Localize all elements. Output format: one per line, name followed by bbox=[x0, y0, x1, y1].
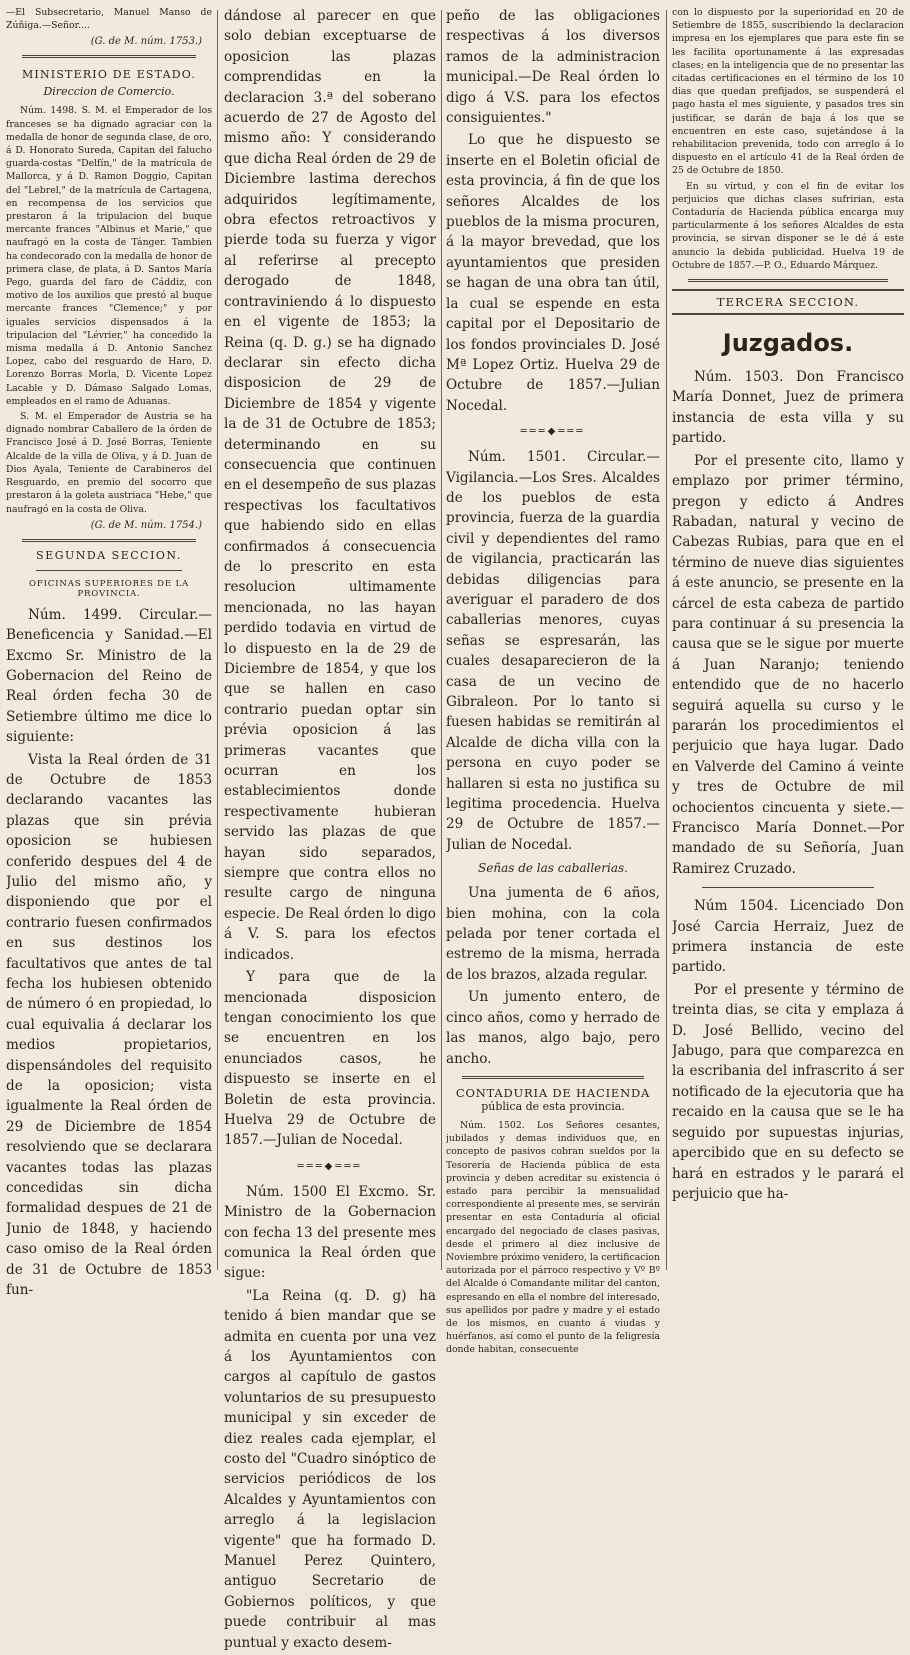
notice-1500-cont: peño de las obligaciones respectivas á los diversos ramos de la administracion municipal.—De Real órden lo digo á V.S. para los efectos consiguientes." bbox=[446, 8, 660, 127]
notice-1499-body: Vista la Real órden de 31 de Octubre de 1853 declarando vacantes las plazas que sin prévia oposicion se hubiesen conferido despues del 4 de Julio del mismo año, y disponiendo que por el contrario fuesen confirmados en sus destinos los facultativos que antes de tal fecha los hubiesen obtenido de número ó en propiedad, lo cual equivalia á declarar los medios propietarios, dispensándoles del requisito de la oposicion; vista igualmente la Real órden de 29 de Diciembre de 1854 resolviendo que se declarara vacantes todas las plazas concedidas sin dicha formalidad despues de 21 de Junio de 1848, y haciendo caso omiso de la Real órden de 31 de Octubre de 1853 fun- bbox=[6, 751, 212, 1299]
column-2 bbox=[224, 6, 436, 1655]
direccion-heading: Direccion de Comercio. bbox=[43, 85, 175, 99]
juzgados-heading: Juzgados. bbox=[722, 329, 854, 358]
ornament-divider: ═══◆═══ bbox=[520, 426, 586, 438]
column-rule bbox=[441, 10, 442, 1270]
ministry-heading: MINISTERIO DE ESTADO. bbox=[21, 68, 197, 82]
notice-1502-closing: En su virtud, y con el fin de evitar los perjuicios que dichas clases sufririan, esta Contaduría de Hacienda pública encarga muy particularmente á los señores Alcaldes de esta provincia, se sirvan disponer se le dé á este anuncio la debida publicidad. Huelva 19 de Octubre de 1857.—P. O., Eduardo Márquez. bbox=[672, 180, 904, 271]
section-heading-3: TERCERA SECCION. bbox=[672, 289, 904, 315]
gazette-ref: (G. de M. núm. 1753.) bbox=[90, 36, 202, 48]
notice-1500-body: "La Reina (q. D. g) ha tenido á bien mandar que se admita en cuenta por una vez á los Ayuntamientos con cargos al capítulo de gastos voluntarios de su presupuesto municipal y sin exceder de diez reales cada ejemplar, el costo del "Cuadro sinóptico de servicios periódicos de los Alcaldes y Ayuntamientos con arreglo á la legislacion vigente" que ha formado D. Manuel Perez Quintero, antiguo Secretario de Gobiernos políticos, y que puede contribuir al mas puntual y exacto desem- bbox=[224, 1287, 436, 1651]
sign-item-2: Un jumento entero, de cinco años, como y herrado de las manos, algo bajo, pero ancho. bbox=[446, 989, 660, 1067]
column-4 bbox=[672, 6, 904, 1206]
contaduria-heading: CONTADURIA DE HACIENDA bbox=[455, 1085, 651, 1100]
sign-item-1: Una jumenta de 6 años, bien mohina, con la cola pelada por tener cortada el estremo de la misma, herrada de los brazos, alzada regular. bbox=[446, 885, 660, 983]
column-1 bbox=[6, 6, 212, 1303]
notice-1500: Núm. 1500 El Excmo. Sr. Ministro de la Gobernacion con fecha 13 del presente mes comunica la Real órden que sigue: bbox=[224, 1183, 436, 1282]
notice-1504-body: Por el presente y término de treinta dias, se cita y emplaza á D. José Bellido, vecino del Jabugo, para que comparezca en la escribania del infrascrito á ser notificado de la ejecutoria que ha recaido en la causa que se le ha seguido por supuestas injurias, apercibido que en su defecto se hará en estrados y le parará el perjuicio que ha- bbox=[672, 981, 904, 1202]
section-heading-2: SEGUNDA SECCION. bbox=[36, 548, 182, 562]
divider bbox=[36, 570, 182, 571]
notice-1498: Núm. 1498. S. M. el Emperador de los franceses se ha dignado agraciar con la medalla de honor de segunda clase, de oro, á D. Honorato Sureda, Capitan del falucho guarda-costas "Delfín," de la matrícula de Mallorca, y á D. Ramon Doggio, Capitan del "Lebrel," de la matrícula de Cartagena, en recompensa de los servicios que prestaron á la tripulacion del buque mercante frances "Albinus et Marie," que naufragó en la costa de Tánger. Tambien ha condecorado con la medalla de honor de primera clase, de plata, á D. Santos María Pego, guarda del faro de Cáddiz, con motivo de los auxilios que prestó al buque mercante frances "Clemence;" y por iguales servicios dispensados á la tripulacion del "Lévrier," ha concedido la misma medalla á D. Antonio Sanchez Lopez, cabo del resguardo de Haro, D. Lorenzo Borras Morla, D. Vicente Lopez Lacable y D. Dámaso Salgado Lomas, empleados en el ramo de Aduanas. bbox=[6, 105, 212, 407]
officinas-heading: OFICINAS SUPERIORES DE LA PROVINCIA. bbox=[29, 578, 189, 599]
notice-1502: Núm. 1502. Los Señores cesantes, jubilados y demas individuos que, en concepto de pasivos cobran sueldos por la Tesorería de Hacienda pública de esta provincia y deben acreditar su existencia ó estado para percibir la mensualidad correspondiente al presente mes, se servirán presentar en esta Contaduría al oficial encargado del negociado de clases pasivas, desde el primero al diez inclusive de Noviembre próximo venidero, la certificacion autorizada por el párroco respectivo y Vº Bº del Alcalde ó Comandante militar del canton, espresando en ella el nombre del interesado, sus apellidos por padre y madre y el estado de los mismos, en cuanto á viudas y huérfanos, así como el punto de la feligresía donde habitan, consecuente bbox=[446, 1119, 660, 1356]
notice-1500-closing: Lo que he dispuesto se inserte en el Boletin oficial de esta provincia, á fin de que los señores Alcaldes de los pueblos de la misma procuren, á la mayor brevedad, que los ayuntamientos que presiden se hagan de una obra tan útil, la cual se espende en esta capital por el Depositario de los fondos provinciales D. José Mª Lopez Ortiz. Huelva 29 de Octubre de 1857.—Julian Nocedal. bbox=[446, 132, 660, 414]
notice-1503-body: Por el presente cito, llamo y emplazo por primer término, pregon y edicto á Andres Rabadan, natural y vecino de Cabezas Rubias, para que en el término de nueve dias siguientes á este anuncio, se presente en la cárcel de esta cabeza de partido para continuar á su presencia la causa que se le sigue por muerte á Juan Naranjo; teniendo entendido que de no hacerlo seguirá aquella su curso y le pararán los procedimientos el perjuicio que haya lugar. Dado en Valverde del Camino á veinte y tres de Octubre de mil ochocientos cincuenta y siete.—Francisco María Donnet.—Por mandado de su Señoría, Juan Ramirez Cruzado. bbox=[672, 452, 904, 877]
divider bbox=[22, 55, 196, 58]
top-text: —El Subsecretario, Manuel Manso de Zúñiga.—Señor.... bbox=[6, 7, 212, 32]
divider bbox=[688, 279, 888, 282]
contaduria-subheading: pública de esta provincia. bbox=[481, 1099, 625, 1113]
divider bbox=[22, 539, 196, 542]
notice-1499-closing: Y para que de la mencionada disposicion tengan conocimiento los que se encuentren en los enunciados casos, he dispuesto se inserte en el Boletin de esta provincia. Huelva 29 de Octubre de 1857.—Julian de Nocedal. bbox=[224, 969, 436, 1149]
notice-1503: Núm. 1503. Don Francisco María Donnet, Juez de primera instancia de esta villa y su partido. bbox=[672, 369, 904, 447]
ornament-divider: ═══◆═══ bbox=[297, 1160, 363, 1172]
notice-1502-cont: con lo dispuesto por la superioridad en 20 de Setiembre de 1855, suscribiendo la declaracion impresa en los ejemplares que para este fin se les facilita oportunamente á las expresadas clases; en la inteligencia que de no presentar las citadas certificaciones en el término de los 10 dias que quedan prefijados, se suspenderá el pago hasta el mes siguiente, y pasados tres sin justificar, se darán de baja á los que se encuentren en este caso, sujetándose á la rehabilitacion prevenida, todo con arreglo á lo dispuesto en el artículo 41 de la Real órden de 25 de Octubre de 1850. bbox=[672, 7, 904, 177]
notice-1499-cont: dándose al parecer en que solo debian exceptuarse de oposicion las plazas comprendidas en la declaracion 3.ª del soberano acuerdo de 27 de Agosto del mismo año: Y considerando que dicha Real órden de 29 de Diciembre lastima derechos adquiridos legítimamente, obra efectos retroactivos y pierde toda su fuerza y vigor al referirse al precepto derogado de 1848, contraviniendo á lo dispuesto en el vigente de 1853; la Reina (q. D. g.) se ha dignado declarar sin efecto dicha disposicion de 29 de Diciembre de 1854 y vigente la de 31 de Octubre de 1853; determinando en su consecuencia que continuen en el desempeño de sus plazas respectivas los facultativos que habiendo sido en ellas confirmados á consecuencia de lo prescrito en esta resolucion ultimamente mencionada, no las hayan perdido todavia en virtud de lo dispuesto en la de 29 de Diciembre de 1854, y que los que se hallen en caso contrario puedan optar sin prévia oposicion á las primeras vacantes que ocurran en los establecimientos donde respectivamente hubieran servido las plazas de que hayan sido separados, siempre que contra ellos no resulte cargo de ninguna especie. De Real órden lo digo á V. S. para los efectos indicados. bbox=[224, 8, 436, 963]
column-rule bbox=[217, 10, 218, 1270]
notice-1501: Núm. 1501. Circular.—Vigilancia.—Los Sres. Alcaldes de los pueblos de esta provincia, fuerza de la guardia civil y dependientes del ramo de vigilancia, practicarán las debidas diligencias para averiguar el paradero de dos caballerias menores, cuyas señas se espresarán, las cuales desaparecieron de la casa de un vecino de Gibraleon. Por lo tanto si fuesen habidas se remitirán al Alcalde de dicha villa con la persona en cuyo poder se hallaren si esta no justifica su legitima procedencia. Huelva 29 de Octubre de 1857.—Julian de Nocedal. bbox=[446, 449, 660, 853]
notice-1504: Núm 1504. Licenciado Don José Carcia Herraiz, Juez de primera instancia de este partido. bbox=[672, 898, 904, 976]
notice-1498-continued: S. M. el Emperador de Austria se ha dignado nombrar Caballero de la órden de Francisco José á D. José Borras, Teniente Alcalde de la villa de Oliva, y á D. Juan de Dios Ayala, Teniente de Carabineros del Resguardo, en premio del socorro que prestaron á la goleta austriaca "Hebe," que naufragó en la costa de Oliva. bbox=[6, 411, 212, 515]
divider bbox=[462, 1076, 644, 1079]
column-rule bbox=[666, 10, 667, 1270]
gazette-ref-2: (G. de M. núm. 1754.) bbox=[90, 519, 202, 531]
signs-heading: Señas de las caballerias. bbox=[478, 861, 628, 876]
divider bbox=[702, 887, 874, 888]
column-3 bbox=[446, 6, 660, 1359]
notice-1499: Núm. 1499. Circular.—Beneficencia y Sanidad.—El Excmo Sr. Ministro de la Gobernacion del Reino de Real órden fecha 30 de Setiembre último me dice lo siguiente: bbox=[6, 606, 212, 746]
